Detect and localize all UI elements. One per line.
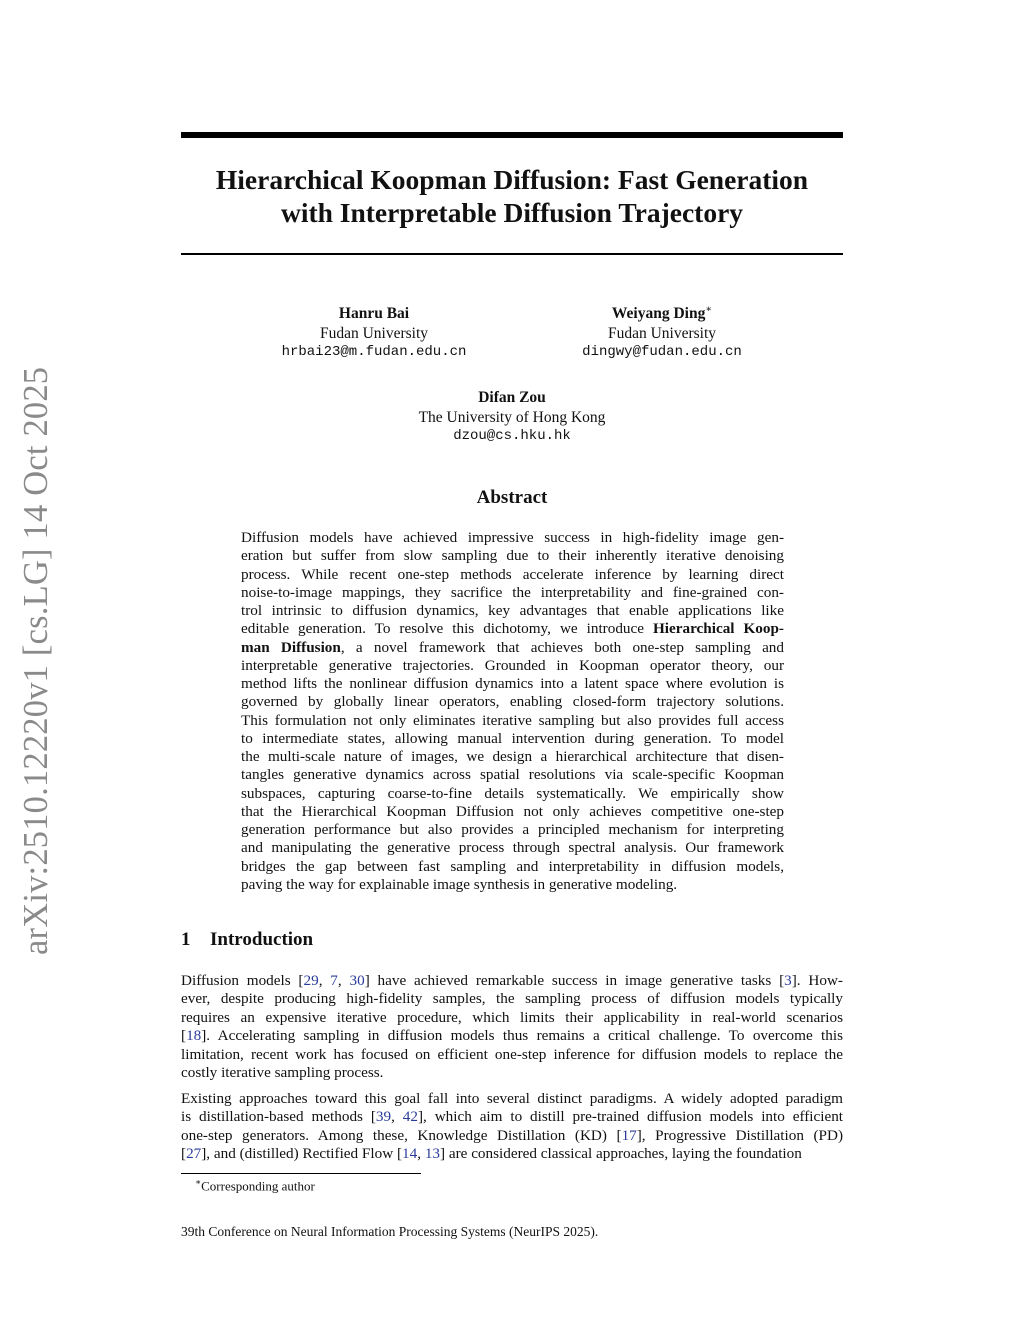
intro-text-run: [: [181, 1027, 187, 1045]
footnote-text: Corresponding author: [201, 1178, 315, 1194]
intro-text-run: one-step generators. Among these, Knowledge Distillation (KD) [: [181, 1126, 622, 1144]
intro-line: [181, 1027, 843, 1045]
intro-text-run: Diffusion models [: [181, 972, 304, 989]
abstract-text-run: This formulation not only eliminates iterative sampling but also provides full access: [241, 711, 784, 729]
venue-note: 39th Conference on Neural Information Processing Systems (NeurIPS 2025).: [181, 1224, 599, 1239]
intro-line: [181, 990, 843, 1008]
abstract-text-run: subspaces, capturing coarse-to-fine details systematically. We empirically show: [241, 784, 784, 802]
abstract-line: [241, 693, 784, 711]
abstract-line: [241, 529, 784, 547]
author-email: dingwy@fudan.edu.cn: [582, 344, 742, 361]
abstract-text-run: paving the way for explainable image synthesis in generative modeling.: [241, 875, 678, 893]
intro-line: [181, 1108, 843, 1126]
abstract-line: [241, 547, 784, 565]
citation-link[interactable]: 17: [621, 1126, 637, 1144]
intro-text-run: ,: [417, 1145, 425, 1163]
abstract-line: [241, 821, 784, 839]
intro-text-run: ,: [318, 972, 331, 989]
abstract-line: [241, 584, 784, 602]
intro-text-run: ], which aim to distill pre-trained diffusion models into efficient: [417, 1108, 844, 1126]
author-affiliation: The University of Hong Kong: [418, 408, 606, 426]
author-email: hrbai23@m.fudan.edu.cn: [281, 344, 467, 361]
title-line: Hierarchical Koopman Diffusion: Fast Generation: [215, 164, 809, 195]
intro-paragraph: [181, 1090, 843, 1164]
abstract-text-run: method lifts the nonlinear diffusion dynamics into a latent space where evolution is: [241, 675, 784, 692]
abstract-line: [241, 675, 784, 693]
title-line: with Interpretable Diffusion Trajectory: [280, 197, 744, 228]
abstract-text-run: the multi-scale nature of images, we design a hierarchical architecture that disen-: [241, 748, 784, 765]
abstract-heading: Abstract: [476, 487, 548, 508]
intro-text-run: ]. Accelerating sampling in diffusion models thus remains a critical challenge. To overcome this: [201, 1027, 843, 1045]
abstract-text-run: generation performance but also provides a principled mechanism for interpreting: [241, 821, 784, 838]
abstract-line: [241, 566, 784, 584]
section-title: Introduction: [210, 929, 314, 950]
author-name: Hanru Bai: [338, 305, 410, 323]
intro-line: [181, 1090, 843, 1108]
abstract-text-run: tangles generative dynamics across spatial resolutions via scale-specific Koopman: [241, 766, 784, 784]
citation-link[interactable]: 7: [330, 972, 338, 989]
paper-title: [181, 163, 843, 229]
author-name: Difan Zou: [478, 389, 546, 407]
intro-text-run: ,: [391, 1108, 403, 1126]
abstract-text-run: man Diffusion: [241, 638, 341, 656]
arxiv-identifier: arXiv:2510.12220v1 [cs.LG] 14 Oct 2025: [17, 366, 55, 955]
author-block: [264, 300, 484, 363]
abstract-line: [241, 639, 784, 657]
title-rule-bottom: [181, 253, 843, 255]
author-email: dzou@cs.hku.hk: [453, 428, 571, 445]
abstract-text-run: noise-to-image mappings, they sacrifice the interpretability and fine-grained con-: [241, 583, 784, 601]
citation-link[interactable]: 39: [375, 1108, 392, 1126]
intro-text-run: ]. How-: [791, 972, 843, 989]
abstract-line: [241, 766, 784, 784]
abstract-line: [241, 839, 784, 857]
author-affiliation: Fudan University: [607, 324, 717, 342]
abstract-text-run: process. While recent one-step methods accelerate inference by learning direct: [241, 565, 784, 583]
abstract-text-run: trol intrinsic to diffusion dynamics, key advantages that enable applications like: [241, 602, 784, 619]
abstract-text-run: and manipulating the generative process through spectral analysis. Our framework: [241, 839, 784, 857]
intro-text-run: ,: [337, 972, 350, 989]
abstract-text: [241, 529, 784, 894]
abstract-line: [241, 602, 784, 620]
abstract-line: [241, 876, 784, 894]
intro-text-run: ], Progressive Distillation (PD): [636, 1126, 844, 1144]
abstract-line: [241, 620, 784, 638]
intro-text-run: ] are considered classical approaches, laying the foundation: [440, 1145, 802, 1163]
abstract-text-run: editable generation. To resolve this dichotomy, we introduce: [241, 620, 653, 638]
abstract-line: [241, 730, 784, 748]
intro-line: [181, 1009, 843, 1027]
abstract-text-run: governed by globally linear operators, enabling closed-form trajectory solutions.: [241, 693, 784, 711]
intro-text-run: ever, despite producing high-fidelity samples, the sampling process of diffusion models typically: [181, 990, 843, 1008]
abstract-text-run: Hierarchical Koop-: [652, 620, 784, 638]
citation-link[interactable]: 14: [402, 1145, 418, 1163]
section-heading: [181, 929, 313, 951]
title-rule-top: [181, 132, 843, 138]
abstract-line: [241, 803, 784, 821]
abstract-line: [241, 858, 784, 876]
abstract-text-run: that the Hierarchical Koopman Diffusion not only achieves competitive one-step: [241, 802, 784, 820]
abstract-line: [241, 657, 784, 675]
author-affiliation: Fudan University: [319, 324, 429, 342]
intro-line: [181, 972, 843, 990]
intro-paragraph: [181, 972, 843, 1082]
section-number: 1: [181, 929, 191, 950]
intro-text-run: requires an expensive iterative procedure, which limits their applicability in real-world scenarios: [181, 1008, 843, 1026]
abstract-text-run: bridges the gap between fast sampling and interpretability in diffusion models,: [241, 857, 784, 875]
abstract-line: [241, 748, 784, 766]
footnote-rule: [181, 1173, 421, 1174]
intro-line: [181, 1145, 843, 1163]
author-name: Weiyang Ding∗: [611, 304, 713, 323]
footnote-mark: ∗: [195, 1177, 202, 1187]
intro-line: [181, 1064, 843, 1082]
abstract-line: [241, 712, 784, 730]
footnote: [195, 1177, 315, 1194]
abstract-text-run: to intermediate states, allowing manual intervention during generation. To model: [241, 729, 784, 747]
intro-text-run: Existing approaches toward this goal fall into several distinct paradigms. A widely adopted paradigm: [181, 1090, 843, 1107]
author-block: [552, 300, 772, 363]
abstract-text-run: , a novel framework that achieves both one-step sampling and: [340, 638, 784, 656]
intro-line: [181, 1127, 843, 1145]
author-block: [352, 384, 672, 447]
abstract-line: [241, 785, 784, 803]
intro-line: [181, 1046, 843, 1064]
citation-link[interactable]: 3: [784, 972, 792, 989]
citation-link[interactable]: 42: [402, 1108, 418, 1126]
intro-text-run: limitation, recent work has focused on efficient one-step inference for diffusion models to replace the: [181, 1045, 843, 1063]
citation-link[interactable]: 13: [424, 1145, 440, 1163]
intro-text-run: is distillation-based methods [: [181, 1108, 376, 1126]
intro-text-run: ], and (distilled) Rectified Flow [: [201, 1145, 403, 1163]
citation-link[interactable]: 30: [349, 972, 365, 989]
citation-link[interactable]: 27: [186, 1145, 202, 1163]
abstract-text-run: interpretable generative trajectories. Grounded in Koopman operator theory, our: [241, 656, 784, 674]
abstract-text-run: eration but suffer from slow sampling due to their inherently iterative denoising: [241, 547, 784, 565]
citation-link[interactable]: 18: [186, 1027, 202, 1045]
intro-text-run: [: [181, 1145, 187, 1163]
abstract-text-run: Diffusion models have achieved impressive success in high-fidelity image gen-: [241, 529, 784, 546]
citation-link[interactable]: 29: [303, 972, 319, 989]
intro-text-run: costly iterative sampling process.: [181, 1064, 384, 1082]
intro-text-run: ] have achieved remarkable success in image generative tasks [: [364, 972, 785, 989]
